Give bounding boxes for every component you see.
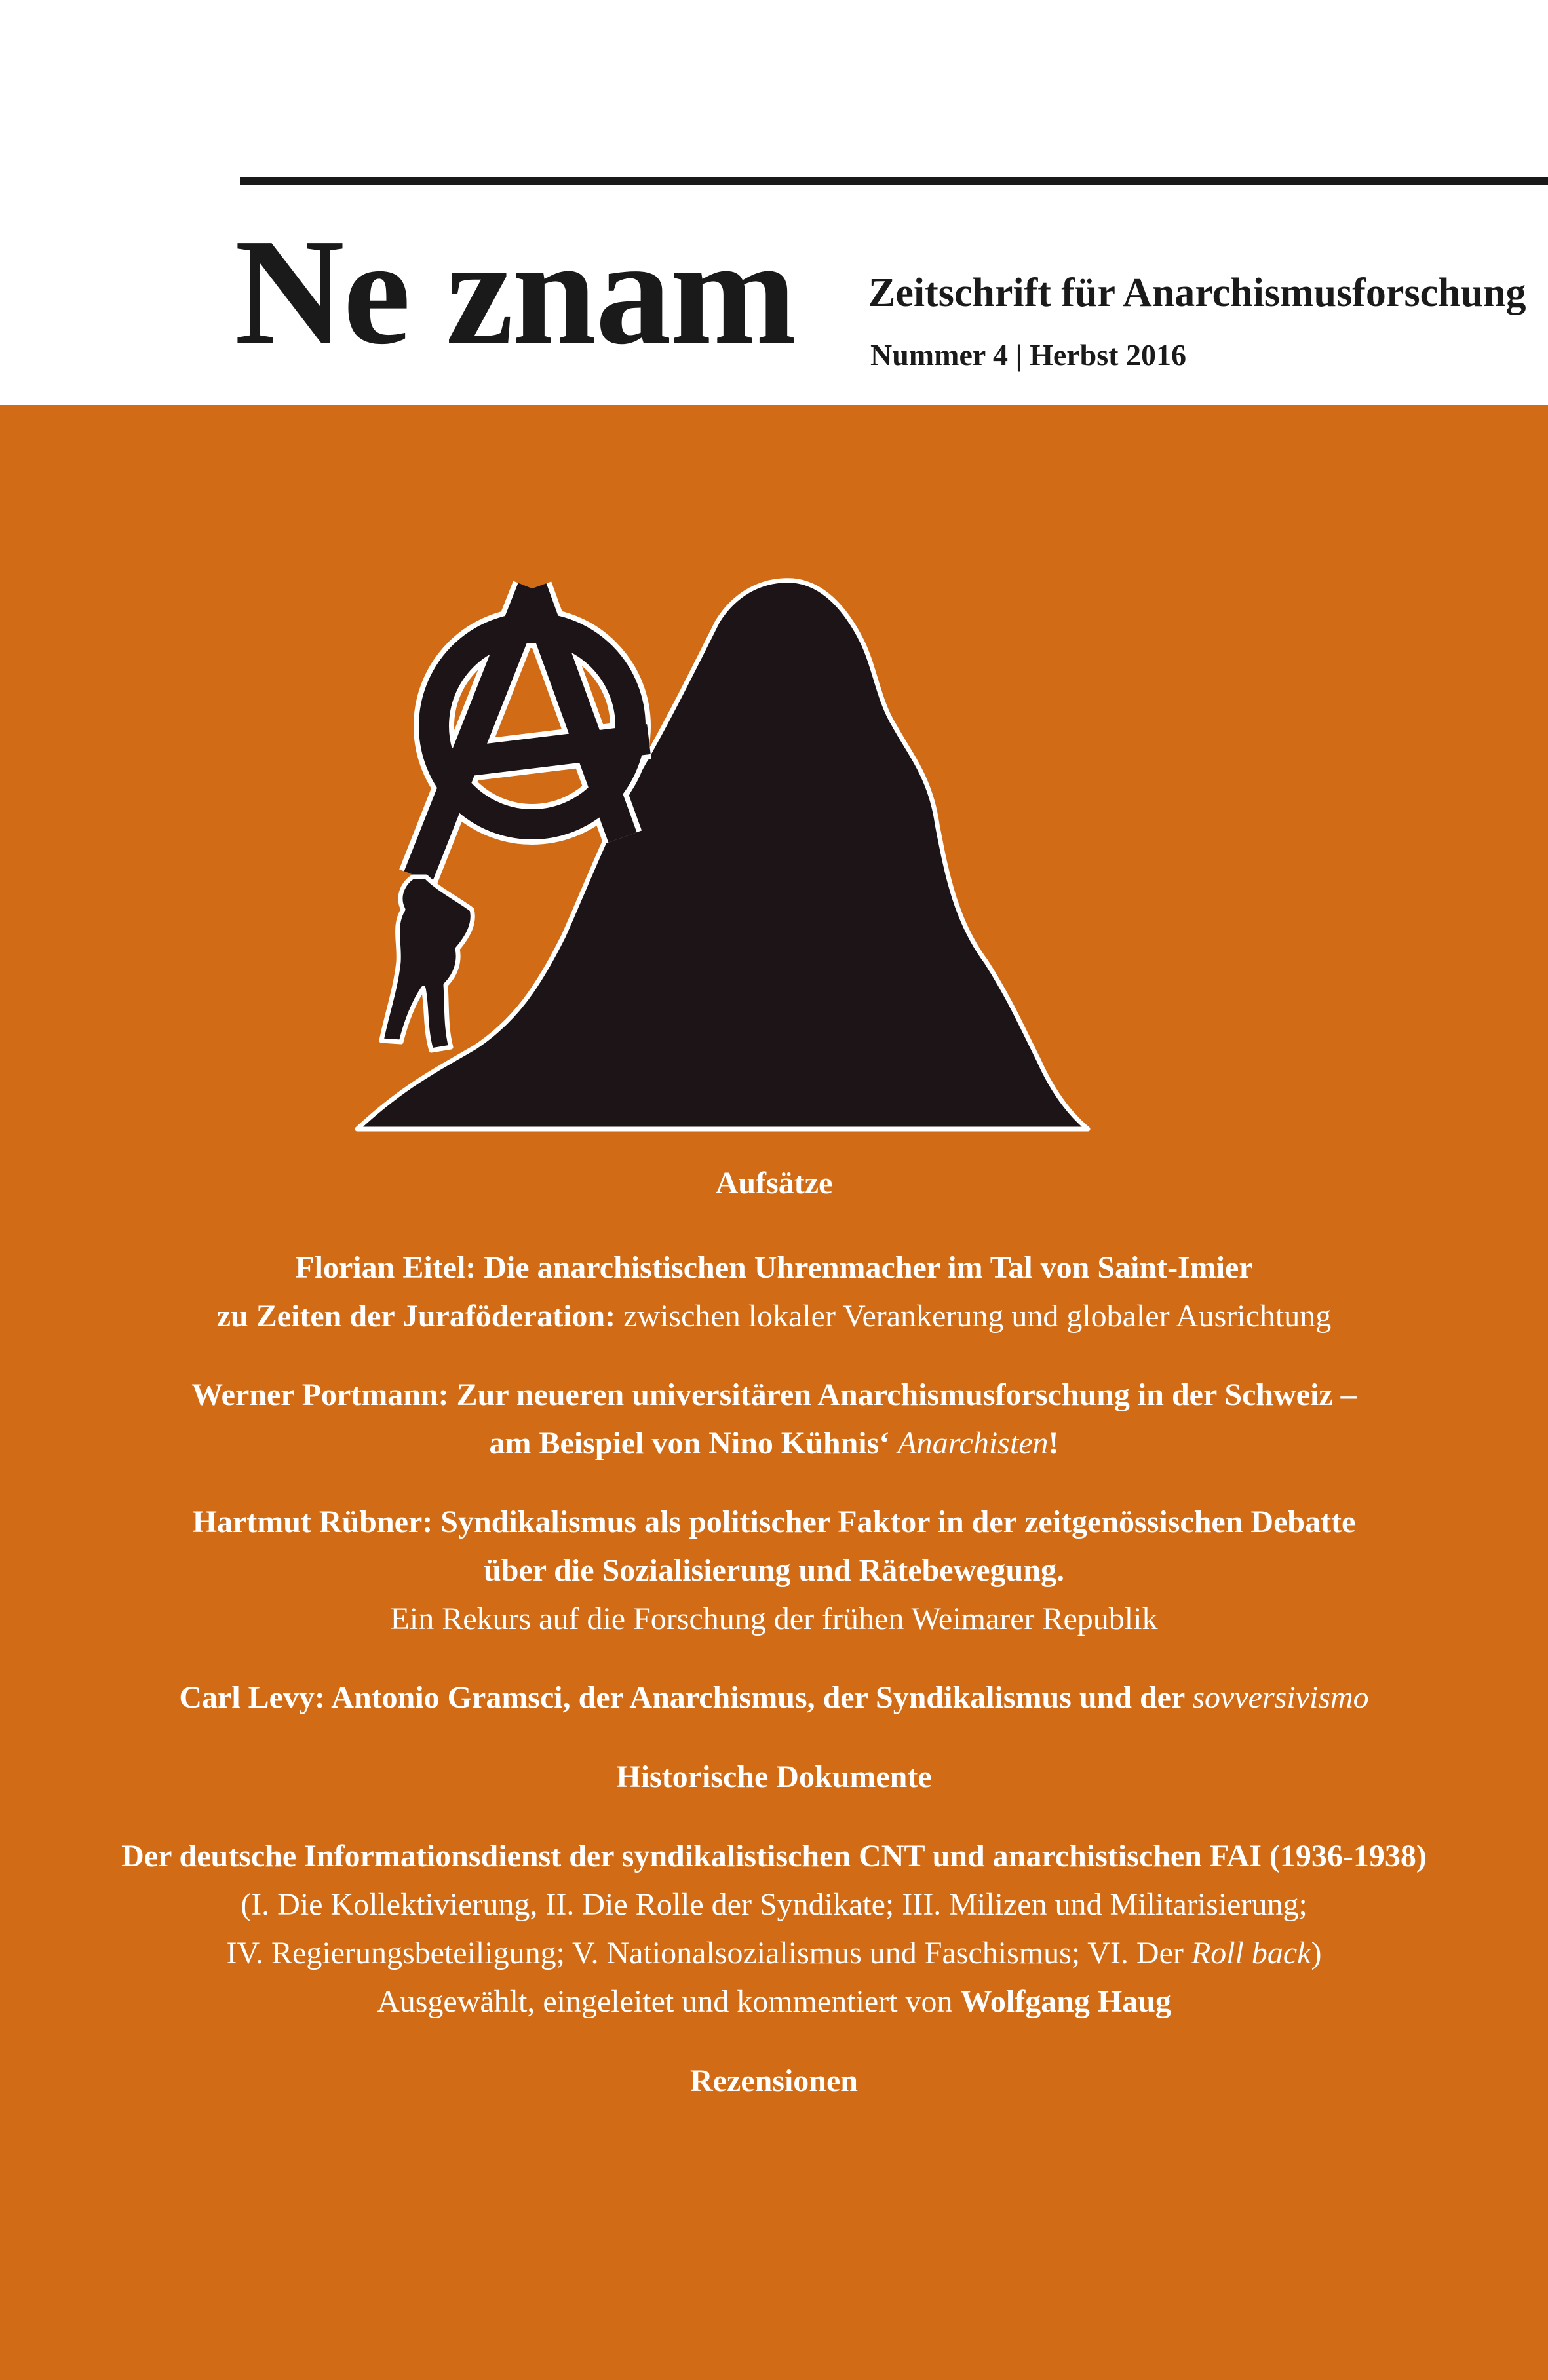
entry-portmann-line1: Werner Portmann: Zur neueren universitären Anarchismusforschung in der Schweiz – bbox=[191, 1377, 1357, 1412]
figure-silhouette bbox=[381, 877, 473, 1050]
entry-cnt-fai-line2: (I. Die Kollektivierung, II. Die Rolle der Syndikate; III. Milizen und Militarisierung; bbox=[241, 1887, 1307, 1922]
entry-cnt-fai-line3-italic: Roll back bbox=[1191, 1936, 1311, 1970]
entry-ruebner-line3: Ein Rekurs auf die Forschung der frühen Weimarer Republik bbox=[390, 1602, 1158, 1636]
entry-portmann-line2-italic: Anarchisten bbox=[897, 1426, 1049, 1461]
journal-subtitle: Zeitschrift für Anarchismusforschung bbox=[868, 271, 1526, 315]
entry-levy-italic: sovversivismo bbox=[1192, 1680, 1369, 1715]
entry-cnt-fai-line3-normal: IV. Regierungsbeteiligung; V. Nationalsozialismus und Faschismus; VI. Der bbox=[226, 1936, 1191, 1970]
entry-portmann-line2-end: ! bbox=[1048, 1426, 1059, 1461]
journal-title: Ne znam bbox=[235, 208, 796, 376]
cover-panel bbox=[0, 405, 1548, 2380]
section-heading-documents: Historische Dokumente bbox=[616, 1759, 932, 1794]
entry-cnt-fai-line1: Der deutsche Informationsdienst der syndikalistischen CNT und anarchistischen FAI (1936-1938) bbox=[121, 1839, 1427, 1873]
entry-eitel-line2 bbox=[0, 1292, 1548, 1341]
entry-portmann-line2 bbox=[0, 1419, 1548, 1468]
masthead bbox=[0, 0, 1548, 405]
table-of-contents bbox=[0, 1159, 1548, 2106]
entry-cnt-fai-line3-end: ) bbox=[1311, 1936, 1322, 1970]
top-rule bbox=[240, 177, 1548, 185]
section-heading-reviews: Rezensionen bbox=[690, 2063, 858, 2098]
entry-portmann-line2-bold: am Beispiel von Nino Kühnis‘ bbox=[489, 1426, 898, 1461]
entry-eitel-line2-bold: zu Zeiten der Juraföderation: bbox=[216, 1299, 616, 1334]
entry-levy-bold: Carl Levy: Antonio Gramsci, der Anarchismus, der Syndikalismus und der bbox=[179, 1680, 1193, 1715]
entry-cnt-fai-line4 bbox=[0, 1978, 1548, 2026]
entry-ruebner-line1: Hartmut Rübner: Syndikalismus als politischer Faktor in der zeitgenössischen Debatte bbox=[192, 1505, 1356, 1539]
entry-cnt-fai-line3 bbox=[0, 1929, 1548, 1978]
entry-levy bbox=[0, 1674, 1548, 1722]
entry-eitel-line1: Florian Eitel: Die anarchistischen Uhrenmacher im Tal von Saint-Imier bbox=[295, 1250, 1253, 1285]
entry-ruebner-line2: über die Sozialisierung und Rätebewegung. bbox=[484, 1553, 1064, 1588]
sisyphus-anarchy-symbol-icon bbox=[341, 569, 1193, 1145]
entry-cnt-fai-line4-bold: Wolfgang Haug bbox=[960, 1984, 1171, 2019]
issue-info: Nummer 4 | Herbst 2016 bbox=[870, 338, 1186, 372]
section-heading-essays: Aufsätze bbox=[715, 1166, 833, 1200]
entry-cnt-fai-line4-normal: Ausgewählt, eingeleitet und kommentiert von bbox=[377, 1984, 961, 2019]
entry-eitel-line2-normal: zwischen lokaler Verankerung und globaler Ausrichtung bbox=[615, 1299, 1332, 1334]
